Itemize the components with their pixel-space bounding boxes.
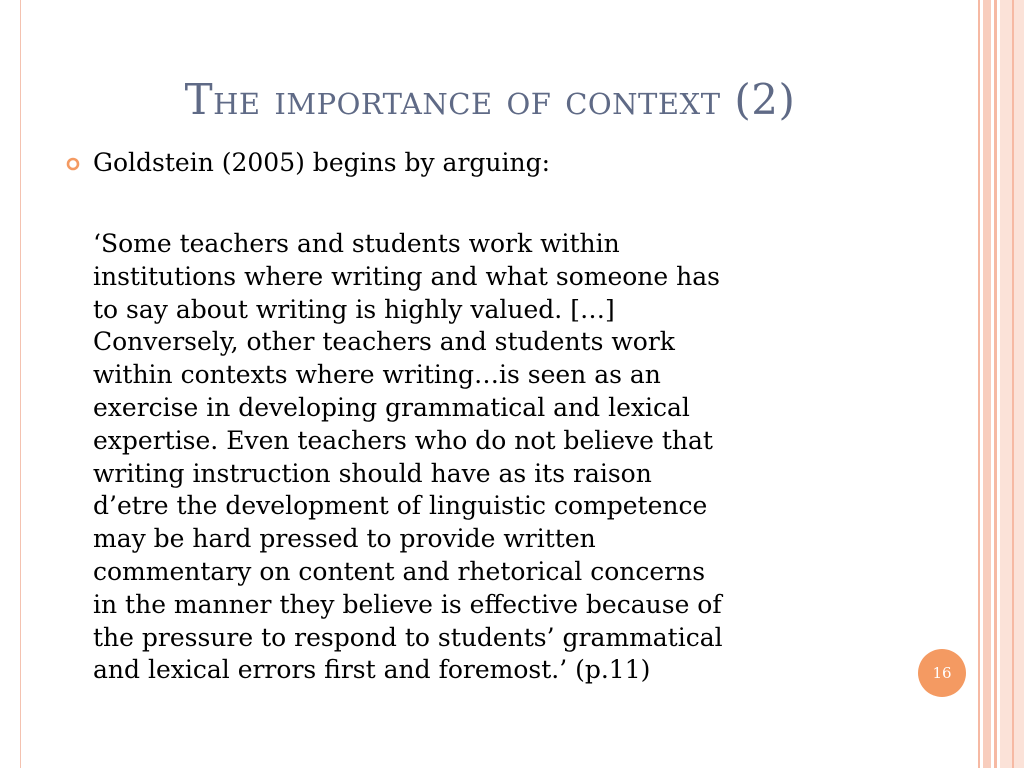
quote-line: to say about writing is highly valued. […] — [93, 294, 615, 324]
quote-line: exercise in developing grammatical and lexical — [93, 392, 690, 422]
quote-line: Conversely, other teachers and students work — [93, 327, 675, 357]
bullet-text: Goldstein (2005) begins by arguing: — [93, 148, 551, 177]
quote-line: and lexical errors first and foremost.’ (p.11) — [93, 655, 651, 685]
quote-line: writing instruction should have as its raison — [93, 458, 652, 488]
quote-line: d’etre the development of linguistic competence — [93, 491, 708, 521]
quote-block — [93, 228, 913, 687]
quote-line: within contexts where writing…is seen as an — [93, 360, 661, 390]
quote-line: the pressure to respond to students’ grammatical — [93, 622, 723, 652]
quote-line: ‘Some teachers and students work within — [93, 229, 620, 258]
right-decorative-stripe — [983, 0, 991, 768]
hollow-circle-bullet-icon — [66, 157, 80, 171]
quote-line: expertise. Even teachers who do not believe that — [93, 425, 713, 455]
slide-title: The importance of context (2) — [184, 75, 796, 124]
quote-line: in the manner they believe is effective because of — [93, 589, 722, 619]
quote-line: commentary on content and rhetorical concerns — [93, 556, 706, 586]
right-decorative-stripe — [994, 0, 997, 768]
page-number-badge: 16 — [918, 649, 966, 697]
right-decorative-stripe — [1012, 0, 1014, 768]
bullet-item — [66, 146, 926, 180]
quote-line: institutions where writing and what someone has — [93, 261, 720, 291]
quote-line: may be hard pressed to provide written — [93, 524, 596, 554]
right-decorative-stripe — [978, 0, 980, 768]
left-border-line — [20, 0, 21, 768]
